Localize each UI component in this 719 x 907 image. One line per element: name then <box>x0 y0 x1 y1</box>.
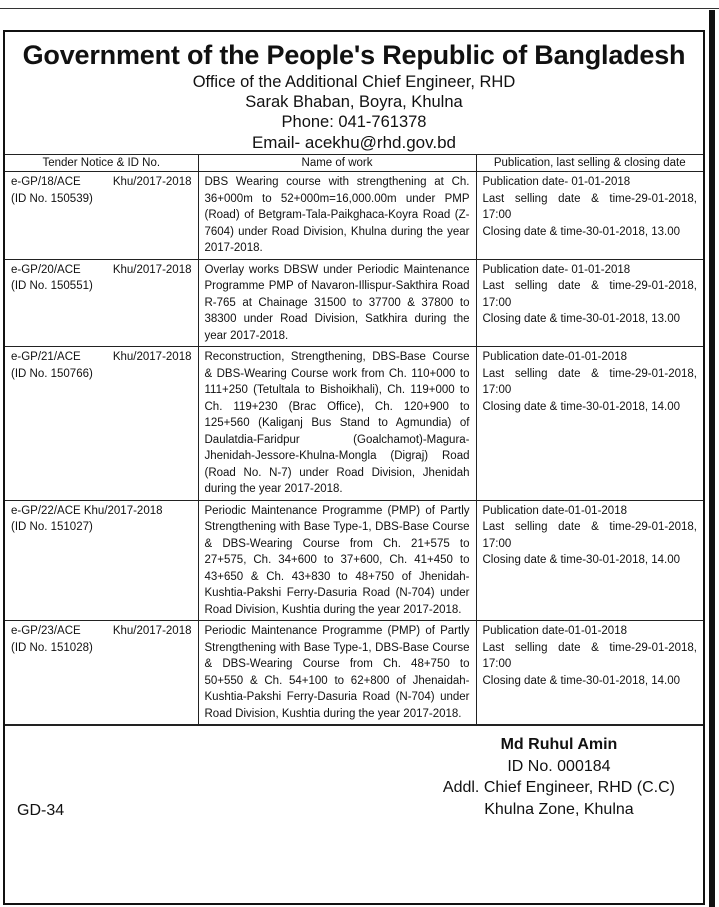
office-address: Sarak Bhaban, Boyra, Khulna <box>245 93 463 111</box>
publication-date: Publication date-01-01-2018 <box>482 504 627 517</box>
tender-id-cell <box>5 500 198 621</box>
tender-id-cell <box>5 347 198 501</box>
work-description: Reconstruction, Strengthening, DBS-Base Course & DBS-Wearing Course work from Ch. 110+000 to 111+250 (Tetultala to Bishoikhali), Ch. 119+000 to Ch. 119+230 (Brac Office), Ch. 120+900 to 125+560 (Kaliganj Bus Stand to Agmundia) of Daulatdia-Faridpur (Goalchamot)-Magura-Jhenidah-Jessore-Khulna-Mongla (Digraj) Road (Road No. N-7) under Road Division, Jhenidah during the year 2017-2018. <box>198 347 476 501</box>
office-phone: Phone: 041-761378 <box>281 113 427 131</box>
dates-cell <box>476 172 703 260</box>
government-title: Government of the People's Republic of Bangladesh <box>22 40 686 70</box>
work-description: Periodic Maintenance Programme (PMP) of Partly Strengthening with Base Type-1, DBS-Base Course & DBS-Wearing Course from Ch. 48+750 to 50+550 & Ch. 54+100 to 62+800 of Jhenaidah-Kushtia-Pakshi Ferry-Dasuria Road (N-704) under Road Division, Kushtia during the year 2017-2018. <box>198 621 476 725</box>
work-description: Periodic Maintenance Programme (PMP) of Partly Strengthening with Base Type-1, DBS-Base Course & DBS-Wearing Course from Ch. 21+575 to 27+575, Ch. 34+600 to 37+600, Ch. 41+450 to 43+650 & Ch. 43+830 to 48+750 of Jhenidah-Kushtia-Pakshi Ferry-Dasuria Road (N-704) under Road Division, Kushtia during the year 2017-2018. <box>198 500 476 621</box>
table-header-row <box>5 155 703 172</box>
tender-notice-no: e-GP/23/ACE Khu/2017-2018 <box>11 625 192 637</box>
signatory-id: ID No. 000184 <box>507 757 611 775</box>
publication-date: Publication date-01-01-2018 <box>482 351 627 363</box>
last-selling-date: Last selling date & time-29-01-2018, <box>482 280 697 292</box>
table-row <box>5 172 703 260</box>
signatory-zone: Khulna Zone, Khulna <box>484 800 634 818</box>
dates-cell <box>476 621 703 725</box>
dates-cell <box>476 259 703 347</box>
closing-date: Closing date & time-30-01-2018, 13.00 <box>482 313 681 325</box>
last-selling-time: 17:00 <box>482 296 512 309</box>
tender-notice <box>3 30 705 905</box>
last-selling-date: Last selling date & time-29-01-2018, <box>482 521 697 533</box>
signatory-name: Md Ruhul Amin <box>500 736 618 753</box>
column-header-work: Name of work <box>198 155 476 172</box>
tender-id-cell <box>5 259 198 347</box>
column-header-notice: Tender Notice & ID No. <box>5 155 198 172</box>
tender-id-no: (ID No. 150766) <box>11 367 93 380</box>
tender-id-no: (ID No. 150551) <box>11 280 93 292</box>
closing-date: Closing date & time-30-01-2018, 14.00 <box>482 400 681 413</box>
closing-date: Closing date & time-30-01-2018, 13.00 <box>482 225 681 238</box>
signatory-designation: Addl. Chief Engineer, RHD (C.C) <box>442 779 675 796</box>
publication-date: Publication date-01-01-2018 <box>482 625 627 637</box>
tender-notice-no: e-GP/21/ACE Khu/2017-2018 <box>11 351 192 363</box>
table-row <box>5 500 703 621</box>
tender-id-no: (ID No. 150539) <box>11 192 93 205</box>
last-selling-date: Last selling date & time-29-01-2018, <box>482 367 697 380</box>
dates-cell <box>476 347 703 501</box>
tender-id-cell <box>5 172 198 260</box>
signature-block <box>443 734 675 820</box>
publication-date: Publication date- 01-01-2018 <box>482 263 631 276</box>
last-selling-date: Last selling date & time-29-01-2018, <box>482 192 697 205</box>
work-description: Overlay works DBSW under Periodic Maintenance Programme PMP of Navaron-Illispur-Sakthira Road R-765 at Chainage 31500 to 37700 & 37800 to 38300 under Road Division, Satkhira during the year 2017-2018. <box>198 259 476 347</box>
last-selling-time: 17:00 <box>482 658 512 670</box>
office-name: Office of the Additional Chief Engineer, RHD <box>192 73 516 91</box>
notice-footer <box>5 725 703 826</box>
last-selling-date: Last selling date & time-29-01-2018, <box>482 641 697 654</box>
table-row <box>5 347 703 501</box>
last-selling-time: 17:00 <box>482 384 512 396</box>
publication-date: Publication date- 01-01-2018 <box>482 176 631 188</box>
tender-id-no: (ID No. 151028) <box>11 641 93 654</box>
gd-code: GD-34 <box>17 802 65 819</box>
last-selling-time: 17:00 <box>482 209 512 221</box>
last-selling-time: 17:00 <box>482 537 512 550</box>
tender-id-no: (ID No. 151027) <box>11 521 93 533</box>
dates-cell <box>476 500 703 621</box>
scan-edge <box>709 10 715 907</box>
table-row <box>5 259 703 347</box>
tender-notice-no: e-GP/20/ACE Khu/2017-2018 <box>11 263 192 276</box>
office-email: Email- acekhu@rhd.gov.bd <box>251 133 457 152</box>
table-row <box>5 621 703 725</box>
tender-notice-no: e-GP/18/ACE Khu/2017-2018 <box>11 176 192 188</box>
tender-id-cell <box>5 621 198 725</box>
notice-header <box>5 38 703 154</box>
tender-notice-no: e-GP/22/ACE Khu/2017-2018 <box>11 504 163 517</box>
closing-date: Closing date & time-30-01-2018, 14.00 <box>482 674 681 687</box>
closing-date: Closing date & time-30-01-2018, 14.00 <box>482 554 681 566</box>
tender-table <box>5 154 703 725</box>
top-rule <box>0 8 719 9</box>
work-description: DBS Wearing course with strengthening at Ch. 36+000m to 52+000m=16,000.00m under PMP (Road) of Betgram-Tala-Paikghaca-Koyra Road (Z-7604) under Road Division, Khulna during the year 2017-2018. <box>198 172 476 260</box>
column-header-dates: Publication, last selling & closing date <box>476 155 703 172</box>
